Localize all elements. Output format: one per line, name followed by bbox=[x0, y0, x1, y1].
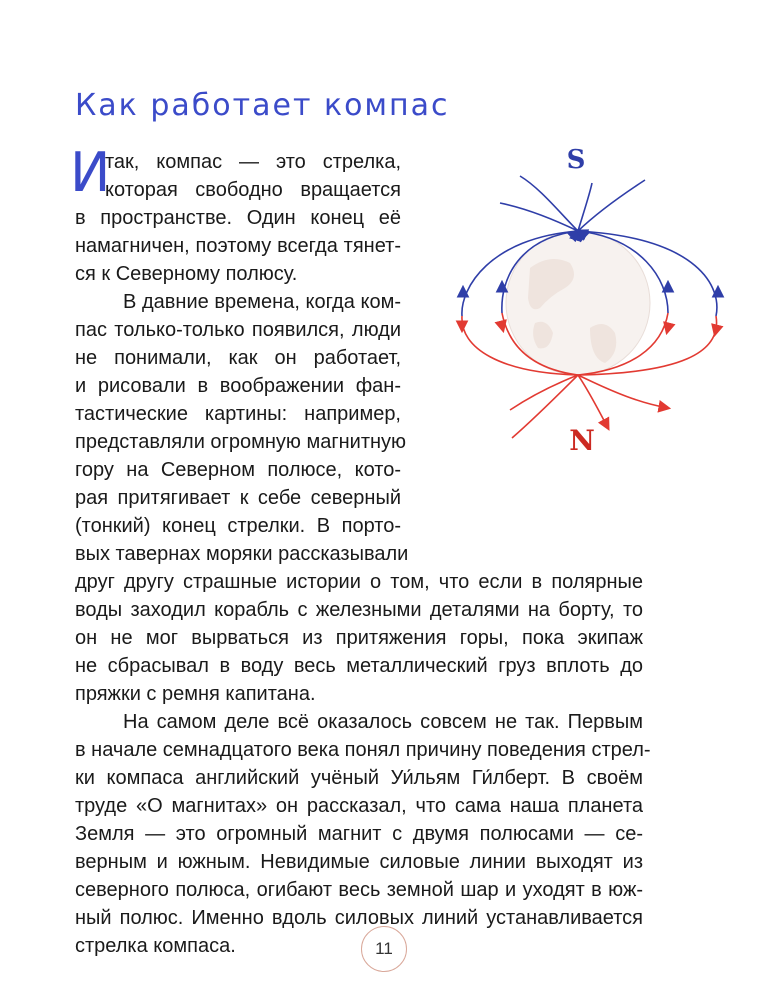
text-line: не сбрасывал в воду весь металлический груз вплоть до bbox=[75, 655, 643, 677]
text-line: ся к Северному полюсу. bbox=[75, 263, 298, 285]
text-line: представляли огромную магнитную bbox=[75, 431, 407, 453]
text-line: ки компаса английский учёный Уи́льям Ги́лберт. В своём bbox=[75, 767, 643, 789]
text-line: вых тавернах моряки рассказывали bbox=[75, 543, 409, 565]
text-line: гору на Северном полюсе, кото- bbox=[75, 459, 401, 481]
text-line: так, компас — это стрелка, bbox=[105, 151, 401, 173]
text-line: тастические картины: например, bbox=[75, 403, 401, 425]
text-line: не понимали, как он работает, bbox=[75, 347, 401, 369]
text-line: воды заходил корабль с железными деталями на борту, то bbox=[75, 599, 643, 621]
text-line: В давние времена, когда ком- bbox=[123, 291, 401, 313]
page-title: Как работает компас bbox=[75, 88, 450, 123]
south-pole-label: S bbox=[566, 145, 586, 175]
text-line: рая притягивает к себе северный bbox=[75, 487, 401, 509]
text-line: труде «О магнитах» он рассказал, что сама наша планета bbox=[75, 795, 643, 817]
text-line: стрелка компаса. bbox=[75, 935, 236, 957]
text-line: в начале семнадцатого века понял причину поведения стрел- bbox=[75, 739, 651, 761]
text-line: в пространстве. Один конец её bbox=[75, 207, 401, 229]
text-line: намагничен, поэтому всегда тянет- bbox=[75, 235, 401, 257]
page-number-badge bbox=[361, 926, 407, 972]
text-line: северного полюса, огибают весь земной шар и уходят в юж- bbox=[75, 879, 643, 901]
text-line: ный полюс. Именно вдоль силовых линий устанавливается bbox=[75, 907, 643, 929]
text-line: верным и южным. Невидимые силовые линии выходят из bbox=[75, 851, 643, 873]
text-line: (тонкий) конец стрелки. В порто- bbox=[75, 515, 401, 537]
text-line: он не мог вырваться из притяжения горы, пока экипаж bbox=[75, 627, 643, 649]
text-line: пас только-только появился, люди bbox=[75, 319, 401, 341]
text-line: которая свободно вращается bbox=[105, 179, 401, 201]
earth-globe bbox=[506, 231, 650, 375]
text-line: На самом деле всё оказалось совсем не так. Первым bbox=[123, 711, 643, 733]
magnetic-field-diagram bbox=[440, 138, 740, 468]
drop-cap: И bbox=[70, 141, 111, 204]
page-number: 11 bbox=[375, 939, 393, 958]
text-line: пряжки с ремня капитана. bbox=[75, 683, 316, 705]
north-pole-label: N bbox=[569, 424, 595, 457]
text-line: друг другу страшные истории о том, что если в полярные bbox=[75, 571, 643, 593]
text-line: и рисовали в воображении фан- bbox=[75, 375, 401, 397]
text-line: Земля — это огромный магнит с двумя полюсами — се- bbox=[75, 823, 643, 845]
